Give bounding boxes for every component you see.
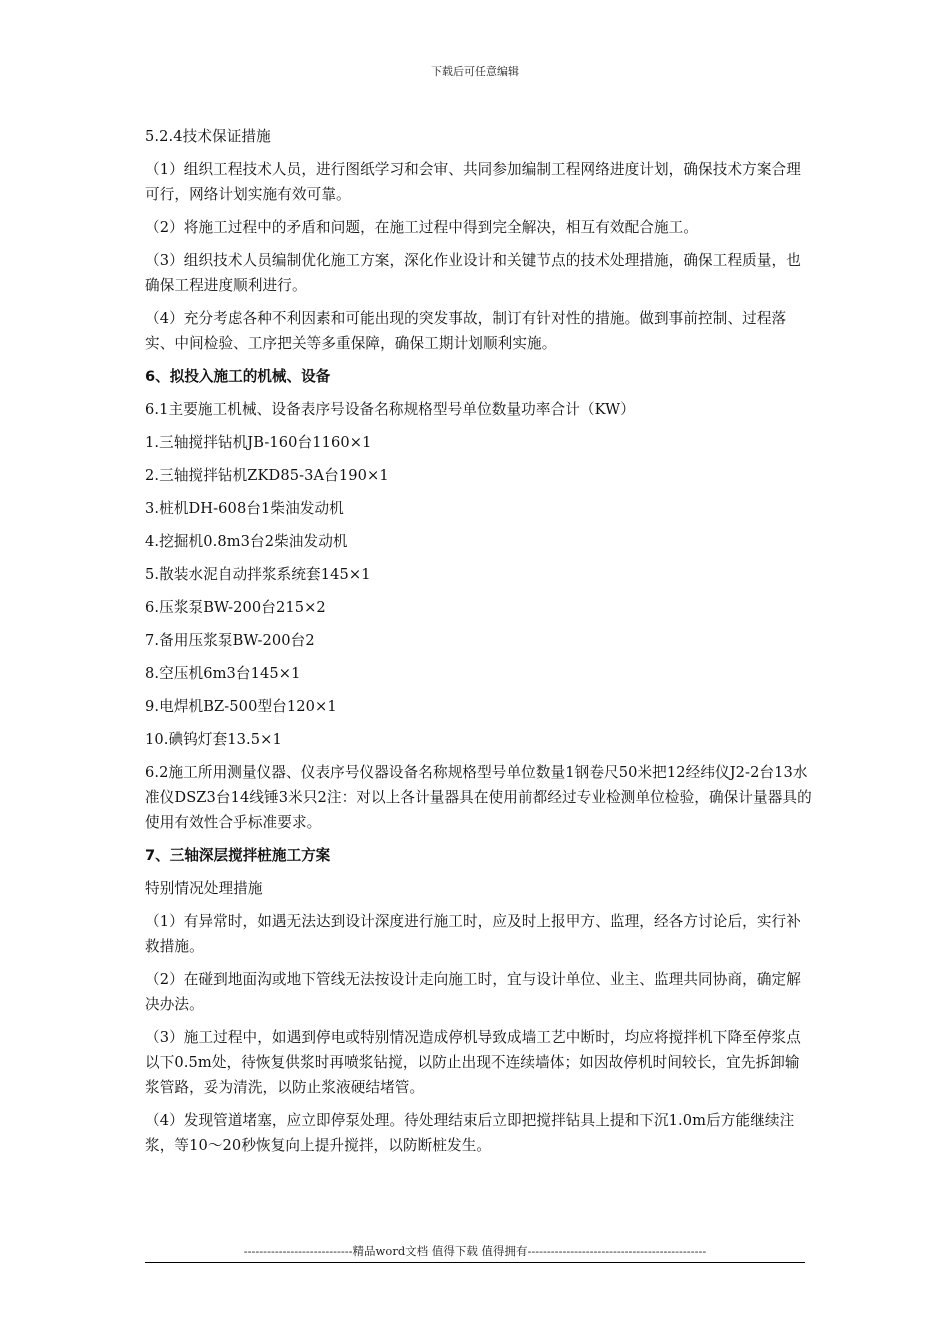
equipment-list-item: 4.挖掘机0.8m3台2柴油发动机 [145, 533, 348, 550]
section-6-heading: 6、拟投入施工的机械、设备 [145, 368, 331, 385]
equipment-list-item: 1.三轴搅拌钻机JB-160台1160×1 [145, 434, 372, 451]
page-footer: ----------------------------精品word文档 值得下载 值得拥有---------------------------------------------- [243, 1244, 707, 1258]
equipment-list-item: 6.压浆泵BW-200台215×2 [145, 599, 326, 616]
paragraph: （3）施工过程中，如遇到停电或特别情况造成停机导致成墙工艺中断时，均应将搅拌机下降至停浆点以下0.5m处，待恢复供浆时再喷浆钻搅，以防止出现不连续墙体；如因故停机时间较长，宜先拆卸输浆管路，妥为清洗，以防止浆液硬结堵管。 [145, 1029, 801, 1096]
equipment-list-item: 3.桩机DH-608台1柴油发动机 [145, 500, 344, 517]
paragraph: （3）组织技术人员编制优化施工方案，深化作业设计和关键节点的技术处理措施，确保工程质量，也确保工程进度顺利进行。 [145, 252, 801, 294]
paragraph: （4）发现管道堵塞，应立即停泵处理。待处理结束后立即把搅拌钻具上提和下沉1.0m后方能继续注浆，等10～20秒恢复向上提升搅拌，以防断桩发生。 [145, 1112, 795, 1154]
paragraph: （1）有异常时，如遇无法达到设计深度进行施工时，应及时上报甲方、监理，经各方讨论后，实行补救措施。 [145, 913, 801, 955]
equipment-table-caption: 6.1主要施工机械、设备表序号设备名称规格型号单位数量功率合计（KW） [145, 401, 635, 418]
equipment-list-item: 7.备用压浆泵BW-200台2 [145, 632, 315, 649]
special-handling-title: 特别情况处理措施 [145, 880, 263, 897]
equipment-list-item: 9.电焊机BZ-500型台120×1 [145, 698, 337, 715]
equipment-list-item: 10.碘钨灯套13.5×1 [145, 731, 282, 748]
equipment-list-item: 5.散装水泥自动拌浆系统套145×1 [145, 566, 371, 583]
section-7-heading: 7、三轴深层搅拌桩施工方案 [145, 847, 331, 864]
paragraph: （1）组织工程技术人员，进行图纸学习和会审、共同参加编制工程网络进度计划，确保技术方案合理可行，网络计划实施有效可靠。 [145, 161, 801, 203]
footer-rule [145, 1262, 805, 1263]
instrument-table-paragraph: 6.2施工所用测量仪器、仪表序号仪器设备名称规格型号单位数量1钢卷尺50米把12经纬仪J2-2台13水准仪DSZ3台14线锤3米只2注：对以上各计量器具在使用前都经过专业检测单位检验，确保计量器具的使用有效性合乎标准要求。 [145, 764, 812, 831]
paragraph: （2）将施工过程中的矛盾和问题，在施工过程中得到完全解决，相互有效配合施工。 [145, 219, 699, 236]
equipment-list-item: 8.空压机6m3台145×1 [145, 665, 301, 682]
page-header: 下载后可任意编辑 [431, 65, 519, 78]
paragraph: （2）在碰到地面沟或地下管线无法按设计走向施工时，宜与设计单位、业主、监理共同协商，确定解决办法。 [145, 971, 801, 1013]
paragraph: （4）充分考虑各种不利因素和可能出现的突发事故，制订有针对性的措施。做到事前控制、过程落实、中间检验、工序把关等多重保障，确保工期计划顺利实施。 [145, 310, 787, 352]
document-body [145, 124, 813, 1166]
section-5-2-4-title: 5.2.4技术保证措施 [145, 128, 271, 145]
equipment-list-item: 2.三轴搅拌钻机ZKD85-3A台190×1 [145, 467, 389, 484]
